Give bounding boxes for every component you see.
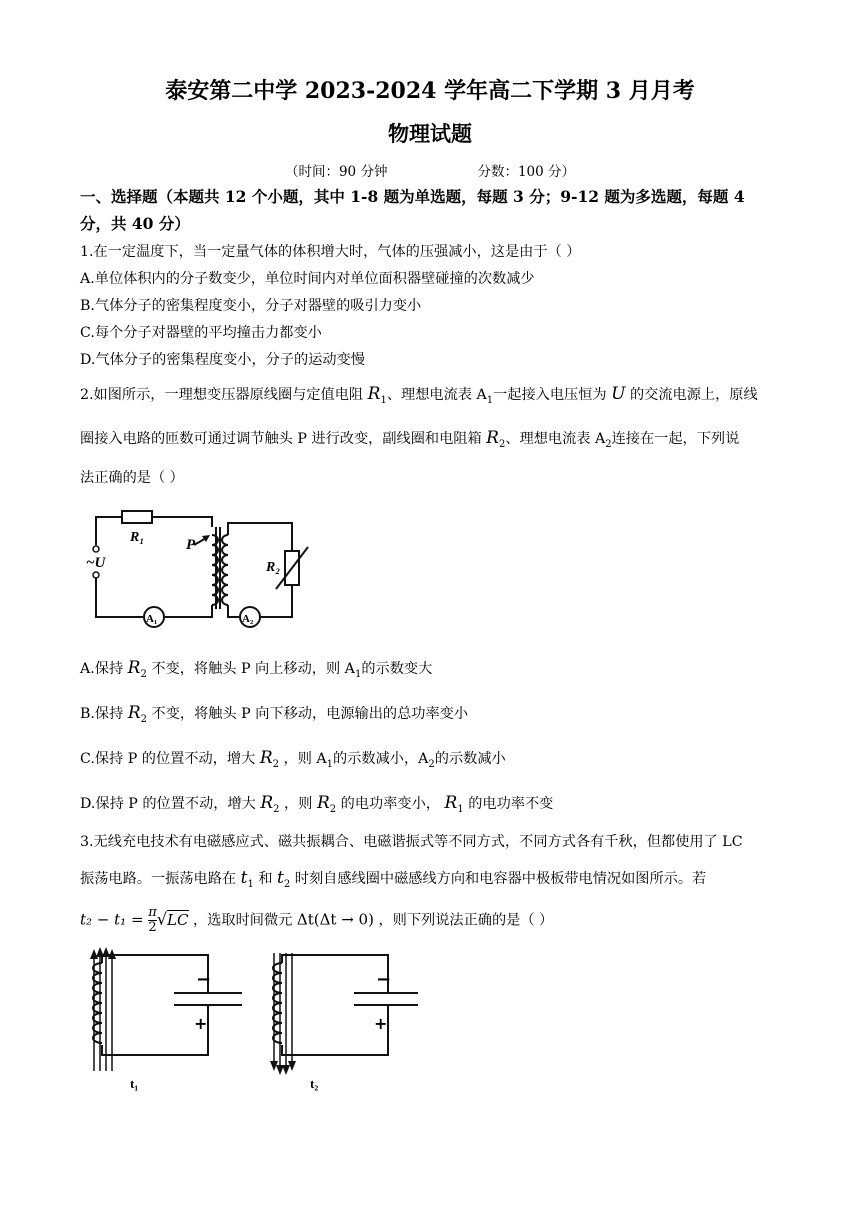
q3-fraction: $\frac{\pi}{2}$ — [148, 905, 157, 935]
exam-title: 泰安第二中学 2023-2024 学年高二下学期 3 月月考 — [165, 78, 695, 104]
q3-stem-line3: t₂ − t₁ = $\frac{\pi}{2}$ √LC ，选取时间微元 Δt(Δt → 0) ，则下列说法正确的是（ ） — [80, 905, 554, 935]
q2-stem-line1: 2.如图所示，一理想变压器原线圈与定值电阻 $R_1$、理想电流表 $A_1$一起接入电压恒为 U 的交流电源上，原线 — [80, 384, 758, 406]
q1-stem: 1.在一定温度下，当一定量气体的体积增大时，气体的压强减小，这是由于（ ） — [80, 244, 581, 260]
secondary-coil-symbol — [222, 535, 228, 605]
q2-option-d: D.保持 P 的位置不动，增大 $R_2$ ，则 $R_2$ 的电功率变小， $R_1$ 的电功率不变 — [80, 793, 554, 815]
exam-time: （时间：90 分钟 — [284, 164, 388, 180]
q3-stem-line2: 振荡电路。一振荡电路在 $t_1$ 和 $t_2$ 时刻自感线圈中磁感线方向和电容器中极板带电情况如图所示。若 — [80, 868, 707, 890]
q3-time-element: Δt(Δt → 0) — [296, 910, 374, 929]
q3-stem-line1: 3.无线充电技术有电磁感应式、磁共振耦合、电磁谐振式等不同方式，不同方式各有千秋，但都使用了 LC — [80, 834, 743, 850]
q2-stem-line3: 法正确的是（ ） — [80, 470, 184, 486]
t1-minus-sign: − — [196, 969, 212, 990]
section-heading: 一、选择题（本题共 12 个小题，其中 1-8 题为单选题，每题 3 分；9-12 题为多选题，每题 4 分，共 40 分） — [80, 187, 745, 233]
label-a2: A₂ — [242, 613, 254, 625]
label-r2: R₂ — [266, 560, 281, 575]
exam-meta — [0, 160, 860, 180]
label-r1: R₁ — [130, 530, 145, 545]
exam-subtitle: 物理试题 — [388, 121, 472, 146]
q3-equation: t₂ − t₁ = — [80, 910, 149, 929]
q2-option-b: B.保持 $R_2$ 不变，将触头 P 向下移动，电源输出的总功率变小 — [80, 703, 469, 725]
label-t1: t₁ — [130, 1076, 139, 1091]
label-t2: t₂ — [310, 1076, 319, 1091]
q2-option-c: C.保持 P 的位置不动，增大 $R_2$ ，则 $A_1$的示数减小，$A_2$的示数减小 — [80, 748, 506, 770]
label-a1: A₁ — [146, 613, 158, 625]
transformer-circuit-figure — [82, 505, 322, 635]
resistor-r1-symbol — [122, 511, 152, 523]
q1-option-a: A.单位体积内的分子数变少，单位时间内对单位面积器壁碰撞的次数减少 — [80, 271, 535, 287]
lc-circuit-t1 — [93, 953, 242, 1071]
q2-stem-line2: 圈接入电路的匝数可通过调节触头 P 进行改变，副线圈和电阻箱 $R_2$、理想电流表 $A_2$连接在一起，下列说 — [80, 428, 740, 450]
lc-circuit-figure — [78, 945, 418, 1095]
lc-circuit-t2 — [273, 953, 418, 1071]
label-u: ~U — [86, 555, 106, 571]
t2-minus-sign: − — [376, 969, 392, 990]
q2-option-a: A.保持 $R_2$ 不变，将触头 P 向上移动，则 $A_1$的示数变大 — [80, 658, 433, 680]
t2-plus-sign: + — [374, 1014, 388, 1033]
q1-option-b: B.气体分子的密集程度变小，分子对器壁的吸引力变小 — [80, 298, 422, 314]
exam-score: 分数：100 分） — [477, 164, 576, 180]
t1-plus-sign: + — [194, 1014, 208, 1033]
label-p: P — [186, 537, 196, 553]
q1-option-c: C.每个分子对器壁的平均撞击力都变小 — [80, 325, 322, 341]
q1-option-d: D.气体分子的密集程度变小，分子的运动变慢 — [80, 352, 365, 368]
